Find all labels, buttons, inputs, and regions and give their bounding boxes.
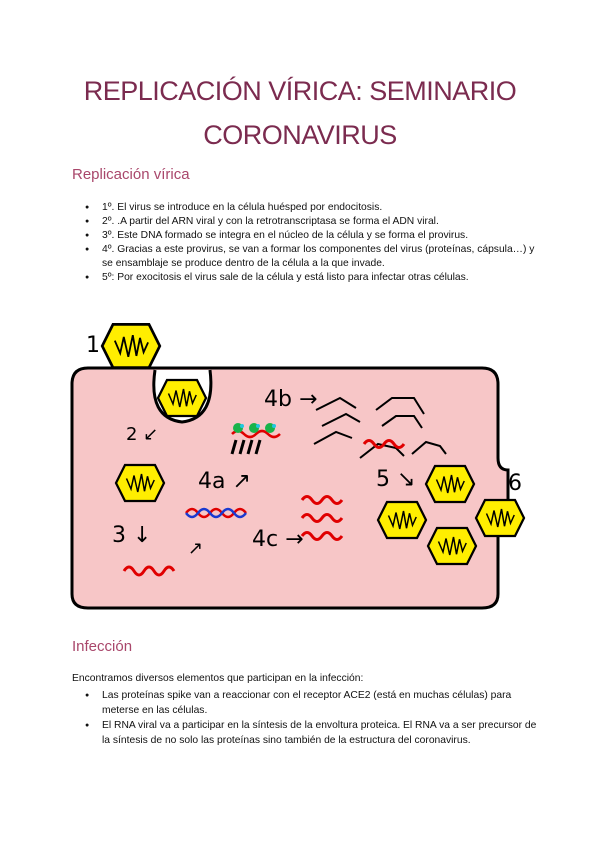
infection-elements-list [72,688,542,748]
step-label-6: 6 [508,471,522,496]
list-item: ● 3º. Este DNA formado se integra en el núcleo de la célula y se forma el provirus. [72,229,542,243]
list-item: ● 4º. Gracias a este provirus, se van a formar los componentes del virus (proteínas, cápsula…) y se ensamblaje se produce dentro de la célula a la que invade. [72,243,542,271]
arrow-3-to-4: ↗ [188,538,204,559]
virus-exiting-icon [476,500,524,536]
virus-entering-icon [158,380,206,416]
infection-intro-paragraph: Encontramos diversos elementos que participan en la infección: [72,673,364,684]
list-item: ● El RNA viral va a participar en la síntesis de la envoltura proteica. El RNA va a ser precursor de la síntesis de no solo las proteínas sino también de la estructura del coronavirus. [72,718,542,748]
list-item: ● 1º. El virus se introduce en la célula huésped por endocitosis. [72,201,542,215]
step-label-4c: 4c → [252,527,304,552]
replication-steps-list [72,201,542,285]
virus-assembled-icon [428,528,476,564]
replication-diagram [60,318,540,618]
list-item: ● Las proteínas spike van a reaccionar con el receptor ACE2 (está en muchas células) para meterse en las células. [72,688,542,718]
list-item: ● 5º: Por exocitosis el virus sale de la célula y está listo para infectar otras células. [72,271,542,285]
page-title-line-2: CORONAVIRUS [203,120,397,150]
virus-assembled-icon [426,466,474,502]
step-label-4b: 4b → [264,387,318,412]
virus-uncoated-icon [116,465,164,501]
section-heading-infeccion: Infección [72,638,133,655]
step-label-1: 1 [86,333,100,358]
step-label-4a: 4a ↗ [198,469,251,494]
step-label-2: 2 ↙ [126,424,159,445]
step-label-3: 3 ↓ [112,523,152,548]
section-heading-replicacion: Replicación vírica [72,166,190,183]
virus-assembled-icon [378,502,426,538]
list-item: ● 2º. .A partir del ARN viral y con la retrotranscriptasa se forma el ADN viral. [72,215,542,229]
page-title-line-1: REPLICACIÓN VÍRICA: SEMINARIO [83,76,517,106]
step-label-5: 5 ↘ [376,467,416,492]
virus-outside-icon [102,324,160,367]
